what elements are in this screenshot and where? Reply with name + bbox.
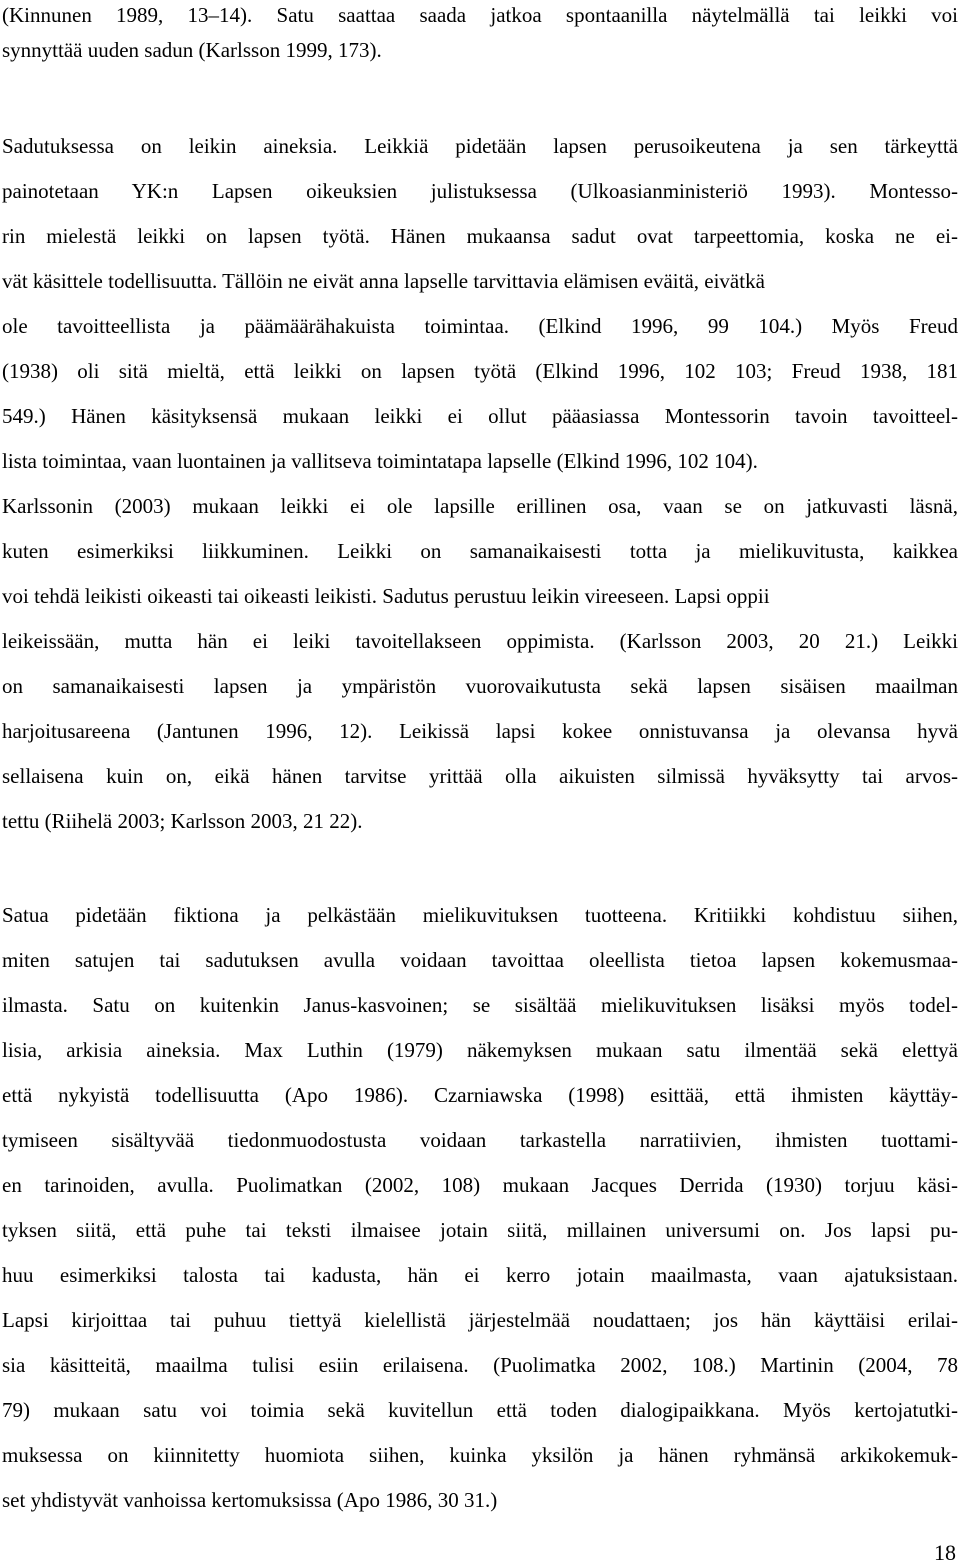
paragraph-3-line-6: tymiseen sisältyvää tiedonmuodostusta voidaan tarkastella narratiivien, ihmisten tuottami-	[2, 1128, 958, 1152]
paragraph-3-line-4: lisia, arkisia aineksia. Max Luthin (1979) näkemyksen mukaan satu ilmentää sekä elettyä	[2, 1038, 958, 1062]
paragraph-3-line-9: huu esimerkiksi talosta tai kadusta, hän ei kerro jotain maailmasta, vaan ajatuksistaan.	[2, 1263, 958, 1287]
paragraph-2-line-13: on samanaikaisesti lapsen ja ympäristön vuorovaikutusta sekä lapsen sisäisen maailman	[2, 674, 958, 698]
paragraph-2-line-15: sellaisena kuin on, eikä hänen tarvitse yrittää olla aikuisten silmissä hyväksytty tai arvos-	[2, 764, 958, 788]
paragraph-2-line-2: painotetaan YK:n Lapsen oikeuksien julistuksessa (Ulkoasianministeriö 1993). Montesso-	[2, 179, 958, 203]
paragraph-2-line-12: leikeissään, mutta hän ei leiki tavoitellakseen oppimista. (Karlsson 2003, 20 21.) Leikki	[2, 629, 958, 653]
paragraph-2-line-5: ole tavoitteellista ja päämäärähakuista toimintaa. (Elkind 1996, 99 104.) Myös Freud	[2, 314, 958, 338]
paragraph-3-line-1: Satua pidetään fiktiona ja pelkästään mielikuvituksen tuotteena. Kritiikki kohdistuu siihen,	[2, 903, 958, 927]
paragraph-2-line-7: 549.) Hänen käsityksensä mukaan leikki ei ollut pääasiassa Montessorin tavoin tavoitteel-	[2, 404, 958, 428]
paragraph-3-line-12: 79) mukaan satu voi toimia sekä kuvitellun että toden dialogipaikkana. Myös kertojatutki-	[2, 1398, 958, 1422]
paragraph-3-line-3: ilmasta. Satu on kuitenkin Janus-kasvoinen; se sisältää mielikuvituksen lisäksi myös todel-	[2, 993, 958, 1017]
paragraph-3-line-10: Lapsi kirjoittaa tai puhuu tiettyä kielellistä järjestelmää noudattaen; jos hän käyttäisi erilai-	[2, 1308, 958, 1332]
paragraph-2-line-16: tettu (Riihelä 2003; Karlsson 2003, 21 22).	[2, 809, 363, 833]
paragraph-3-line-11: sia käsitteitä, maailma tulisi esiin erilaisena. (Puolimatka 2002, 108.) Martinin (2004, 78	[2, 1353, 958, 1377]
paragraph-2-line-11: voi tehdä leikisti oikeasti tai oikeasti leikisti. Sadutus perustuu leikin vireeseen. Lapsi oppii	[2, 584, 770, 608]
paragraph-2-line-8: lista toimintaa, vaan luontainen ja vallitseva toimintatapa lapselle (Elkind 1996, 102 104).	[2, 449, 758, 473]
paragraph-3-line-7: en tarinoiden, avulla. Puolimatkan (2002, 108) mukaan Jacques Derrida (1930) torjuu käsi-	[2, 1173, 958, 1197]
paragraph-3-line-5: että nykyistä todellisuutta (Apo 1986). Czarniawska (1998) esittää, että ihmisten käyttäy-	[2, 1083, 958, 1107]
paragraph-3-line-8: tyksen siitä, että puhe tai teksti ilmaisee jotain siitä, millainen universumi on. Jos lapsi pu-	[2, 1218, 958, 1242]
paragraph-3-line-2: miten satujen tai sadutuksen avulla voidaan tavoittaa oleellista tietoa lapsen kokemusmaa-	[2, 948, 958, 972]
paragraph-2-line-4: vät käsittele todellisuutta. Tällöin ne eivät anna lapselle tarvittavia elämisen eväitä, eivätkä	[2, 269, 765, 293]
page-number: 18	[934, 1540, 956, 1565]
paragraph-2-line-3: rin mielestä leikki on lapsen työtä. Hänen mukaansa sadut ovat tarpeettomia, koska ne ei-	[2, 224, 958, 248]
paragraph-3-line-14: set yhdistyvät vanhoissa kertomuksissa (Apo 1986, 30 31.)	[2, 1488, 498, 1512]
paragraph-3-line-13: muksessa on kiinnitetty huomiota siihen, kuinka yksilön ja hänen ryhmänsä arkikokemuk-	[2, 1443, 958, 1467]
paragraph-1-line-1: (Kinnunen 1989, 13–14). Satu saattaa saada jatkoa spontaanilla näytelmällä tai leikki voi	[2, 3, 958, 27]
paragraph-2-line-9: Karlssonin (2003) mukaan leikki ei ole lapsille erillinen osa, vaan se on jatkuvasti läsnä,	[2, 494, 958, 518]
paragraph-2-line-10: kuten esimerkiksi liikkuminen. Leikki on samanaikaisesti totta ja mielikuvitusta, kaikkea	[2, 539, 958, 563]
paragraph-2-line-6: (1938) oli sitä mieltä, että leikki on lapsen työtä (Elkind 1996, 102 103; Freud 1938, 181	[2, 359, 958, 383]
paragraph-2-line-1: Sadutuksessa on leikin aineksia. Leikkiä pidetään lapsen perusoikeutena ja sen tärkeyttä	[2, 134, 958, 158]
paragraph-1-line-2: synnyttää uuden sadun (Karlsson 1999, 173).	[2, 38, 382, 62]
paragraph-2-line-14: harjoitusareena (Jantunen 1996, 12). Leikissä lapsi kokee onnistuvansa ja olevansa hyvä	[2, 719, 958, 743]
